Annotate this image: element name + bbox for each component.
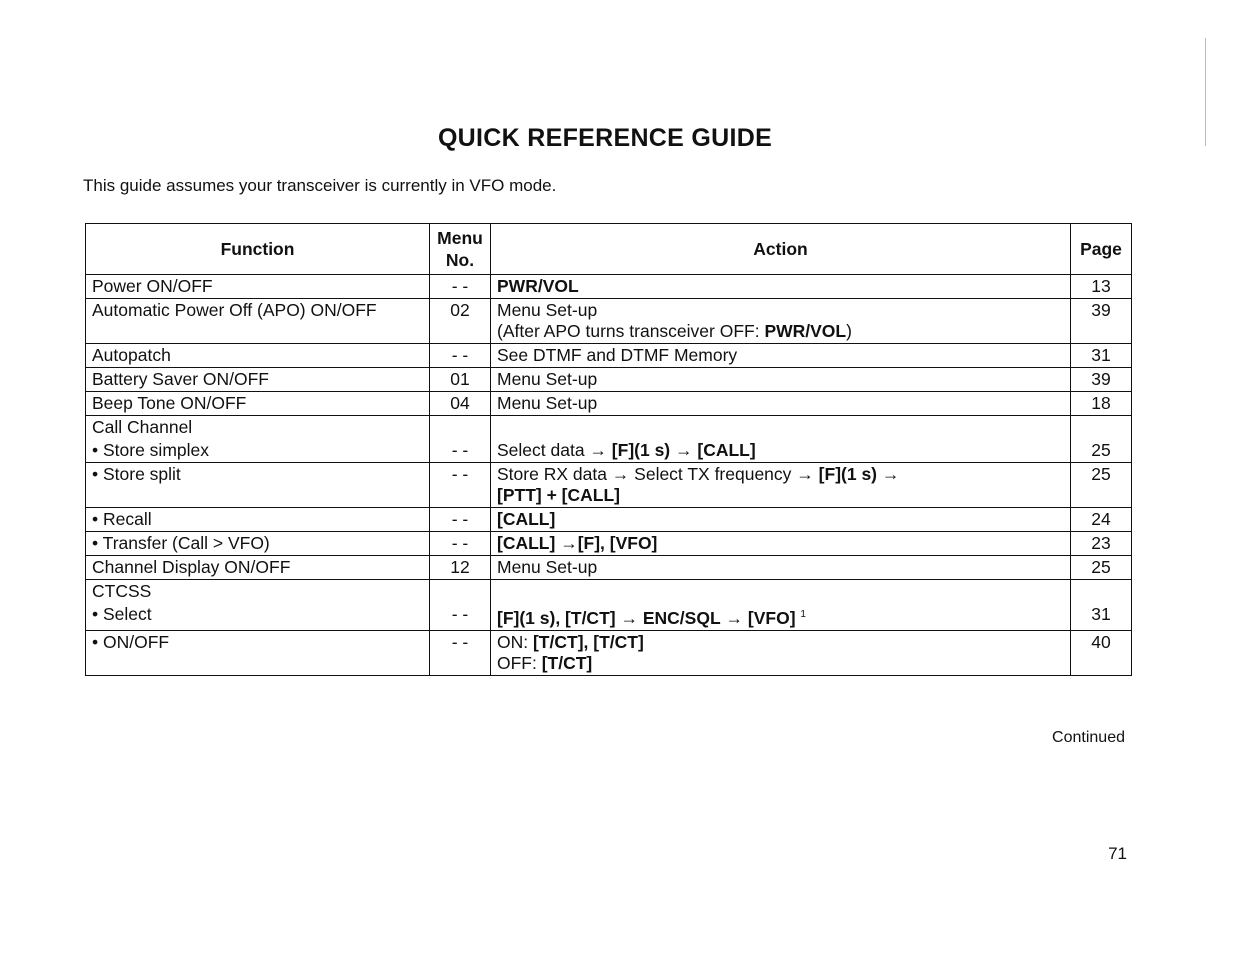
page-title: QUICK REFERENCE GUIDE (437, 124, 773, 152)
table-row (86, 439, 1132, 463)
menu-cell: 02 (430, 299, 491, 344)
action-text: OFF: (497, 652, 542, 673)
page-cell: 31 (1071, 344, 1132, 368)
header-action: Action (491, 224, 1071, 275)
action-cell (491, 439, 1071, 463)
quick-reference-table (85, 223, 1132, 676)
menu-cell (430, 416, 491, 440)
action-cell (491, 275, 1071, 299)
page-cell: 13 (1071, 275, 1132, 299)
table-row (86, 416, 1132, 440)
key-label: [F], [VFO] (577, 533, 658, 553)
page-cell: 24 (1071, 508, 1132, 532)
key-label: [VFO] (747, 607, 796, 628)
function-cell: Beep Tone ON/OFF (86, 392, 430, 416)
table-row (86, 532, 1132, 556)
continued-note: Continued (1052, 729, 1125, 746)
key-label: [CALL] (497, 533, 556, 553)
key-label: [F](1 s) (818, 464, 877, 484)
menu-cell (430, 580, 491, 604)
key-label: ENC/SQL (642, 607, 721, 628)
menu-cell: - - (430, 532, 491, 556)
page-cell (1071, 416, 1132, 440)
table-row (86, 630, 1132, 675)
action-text: Select data (497, 440, 590, 460)
page-cell: 18 (1071, 392, 1132, 416)
arrow-icon: → (560, 533, 578, 553)
action-cell (491, 532, 1071, 556)
action-cell: See DTMF and DTMF Memory (491, 344, 1071, 368)
key-label: PWR/VOL (497, 276, 579, 296)
table-row (86, 368, 1132, 392)
action-cell (491, 508, 1071, 532)
group-heading-cell: Call Channel (86, 416, 430, 440)
page-cell: 23 (1071, 532, 1132, 556)
arrow-icon: → (725, 607, 744, 628)
menu-cell: - - (430, 463, 491, 508)
arrow-icon: → (796, 464, 814, 484)
table-row (86, 580, 1132, 604)
function-cell: • Transfer (Call > VFO) (86, 532, 430, 556)
menu-cell: 04 (430, 392, 491, 416)
action-text: Store RX data (497, 464, 612, 484)
action-text: Menu Set-up (497, 300, 598, 320)
table-row (86, 603, 1132, 630)
table-row (86, 556, 1132, 580)
margin-rule (1205, 38, 1206, 146)
menu-cell: - - (430, 508, 491, 532)
page-number: 71 (1108, 844, 1127, 863)
group-heading-cell: CTCSS (86, 580, 430, 604)
key-label: [T/CT], [T/CT] (532, 631, 644, 652)
page-cell (1071, 580, 1132, 604)
action-text: ) (846, 321, 852, 341)
header-menu-no (430, 224, 491, 275)
page-cell: 31 (1071, 603, 1132, 630)
page-cell: 25 (1071, 439, 1132, 463)
menu-cell: - - (430, 344, 491, 368)
menu-cell: - - (430, 439, 491, 463)
action-text: ON: (497, 631, 533, 652)
action-cell (491, 463, 1071, 508)
header-row (86, 224, 1132, 275)
key-label: [CALL] (497, 509, 556, 529)
header-menu-line2: No. (445, 250, 475, 270)
menu-cell: - - (430, 603, 491, 630)
action-cell (491, 580, 1071, 604)
table-row (86, 299, 1132, 344)
arrow-icon: → (881, 464, 900, 484)
function-cell: Automatic Power Off (APO) ON/OFF (86, 299, 430, 344)
page-cell: 39 (1071, 368, 1132, 392)
page-cell: 25 (1071, 463, 1132, 508)
function-cell: Battery Saver ON/OFF (86, 368, 430, 392)
table-row (86, 508, 1132, 532)
intro-text: This guide assumes your transceiver is currently in VFO mode. (83, 176, 557, 195)
function-cell: • Select (86, 603, 430, 630)
function-cell: • Store simplex (86, 439, 430, 463)
table-row (86, 392, 1132, 416)
function-cell: • Recall (86, 508, 430, 532)
function-cell: • ON/OFF (86, 630, 430, 675)
function-cell: Power ON/OFF (86, 275, 430, 299)
table-row (86, 344, 1132, 368)
footnote-marker: 1 (800, 609, 806, 620)
key-label: [F](1 s) (611, 440, 671, 460)
action-text: (After APO turns transceiver OFF: (497, 321, 765, 341)
page-cell: 25 (1071, 556, 1132, 580)
arrow-icon: → (675, 440, 693, 460)
menu-cell: - - (430, 630, 491, 675)
key-label: [PTT] + [CALL] (497, 485, 620, 505)
key-label: [T/CT] (541, 652, 593, 673)
key-label: PWR/VOL (764, 321, 847, 341)
key-label: [F](1 s), [T/CT] (497, 607, 616, 628)
action-cell (491, 416, 1071, 440)
header-menu-line1: Menu (437, 228, 483, 248)
action-cell: Menu Set-up (491, 556, 1071, 580)
header-page: Page (1071, 224, 1132, 275)
header-function: Function (86, 224, 430, 275)
arrow-icon: → (611, 464, 630, 484)
function-cell: Channel Display ON/OFF (86, 556, 430, 580)
arrow-icon: → (589, 440, 607, 460)
action-cell (491, 299, 1071, 344)
function-cell: Autopatch (86, 344, 430, 368)
key-label: [CALL] (697, 440, 756, 460)
page-cell: 40 (1071, 630, 1132, 675)
table-row (86, 275, 1132, 299)
action-cell: Menu Set-up (491, 368, 1071, 392)
page-cell: 39 (1071, 299, 1132, 344)
action-cell: Menu Set-up (491, 392, 1071, 416)
menu-cell: 01 (430, 368, 491, 392)
action-cell (491, 603, 1071, 630)
table-row (86, 463, 1132, 508)
menu-cell: 12 (430, 556, 491, 580)
function-cell: • Store split (86, 463, 430, 508)
action-cell (491, 630, 1071, 675)
action-text: Select TX frequency (629, 464, 797, 484)
menu-cell: - - (430, 275, 491, 299)
arrow-icon: → (620, 607, 638, 628)
